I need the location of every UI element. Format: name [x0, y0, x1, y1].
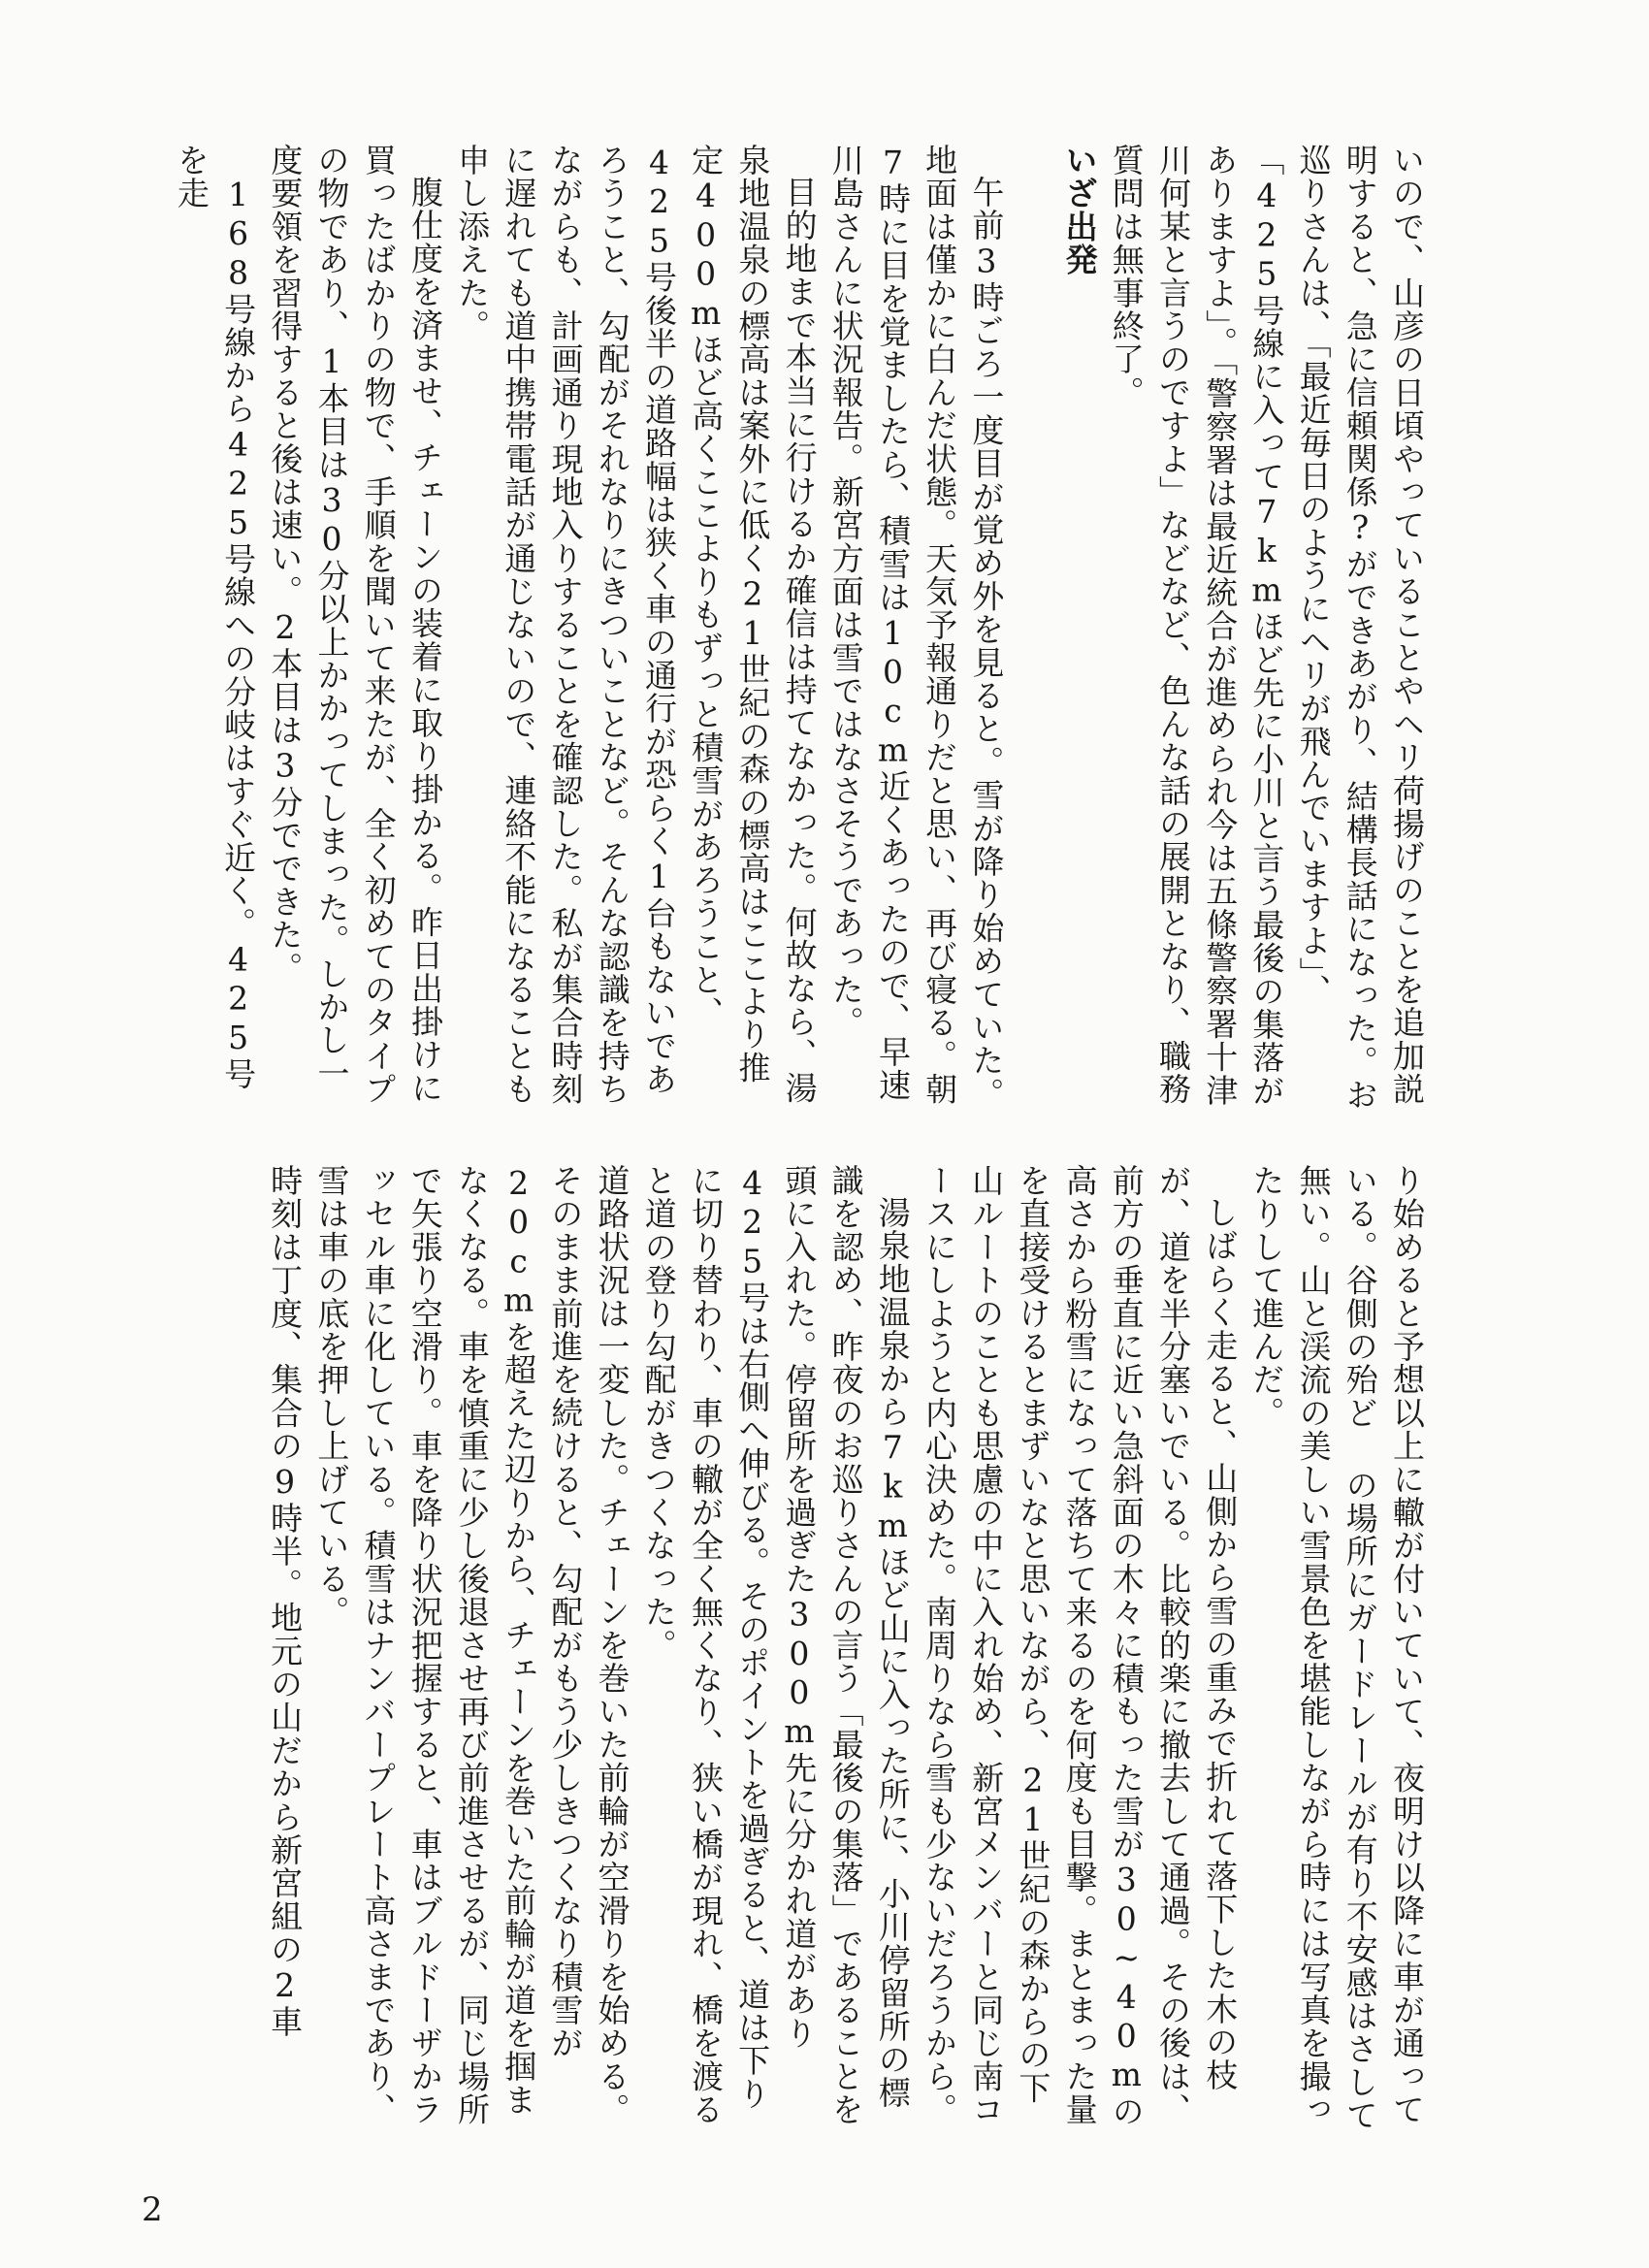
section-heading: いざ出発: [1060, 144, 1099, 276]
paragraph: り始めると予想以上に轍が付いていて、夜明け以降に車が通っている。谷側の殆ど の場所にガードレールが有り不安感はさして無い。山と渓流の美しい雪景色を堪能しながら時には写真を撮ったりして進んだ。: [1247, 1164, 1426, 2132]
paragraph: 道路状況は一変した。チェーンを巻いた前輪が空滑りを始める。そのまま前進を続けると、勾配がもう少しきつくなり積雪が20cmを超えた辺りから、チェーンを巻いた前輪が道を掴まなくなる。車を慎重に少し後退させ再び前進させるが、同じ場所で矢張り空滑り。車を降り状況把握すると、車はブルドーザかラッセル車に化している。積雪はナンバープレート高さまであり、雪は車の底を押し上げている。: [312, 1164, 631, 2126]
paragraph: 湯泉地温泉から7kmほど山に入った所に、小川停留所の標識を認め、昨夜のお巡りさんの言う「最後の集落」であることを頭に入れた。停留所を過ぎた300m先に分かれ道があり425号は右側へ伸びる。そのポイントを過ぎると、道は下りに切り替わり、車の轍が全く無くなり、狭い橋が現れ、橋を渡ると道の登り勾配がきつくなった。: [639, 1164, 912, 2126]
lower-text-block: [198, 1164, 1430, 2134]
paragraph: 168号線から425号線への分岐はすぐ近く。425号を走: [172, 144, 258, 1091]
paragraph: いので、山彦の日頃やっていることやヘリ荷揚げのことを追加説明すると、急に信頼関係?ができあがり、結構長話になった。お巡りさんは、「最近毎日のようにヘリが飛んでいますよ」、「425号線に入って7kmほど先に小川と言う最後の集落がありますよ」。「警察署は最近統合が進められ今は五條警察署十津川何某と言うのですよ」などなど、色んな話の展開となり、職務質問は無事終了。: [1107, 144, 1426, 1112]
page-number: 2: [142, 2190, 163, 2229]
paragraph: 腹仕度を済ませ、チェーンの装着に取り掛かる。昨日出掛けに買ったばかりの物で、手順を聞いて来たが、全く初めてのタイプの物であり、1本目は30分以上かかってしまった。しかし一度要領を習得すると後は速い。2本目は3分でできた。: [266, 144, 444, 1106]
paragraph: 目的地まで本当に行けるか確信は持てなかった。何故なら、湯泉地温泉の標高は案外に低く21世紀の森の標高はここより推定400mほど高くここよりもずっと積雪があろうこと、425号後半の道路幅は狭く車の通行が恐らく1台もないであろうこと、勾配がそれなりにきついことなど。そんな認識を持ちながらも、計画通り現地入りすることを確認した。私が集合時刻に遅れても道中携帯電話が通じないので、連絡不能になることも申し添えた。: [453, 144, 819, 1106]
upper-text-block: [172, 144, 1430, 1114]
paragraph: しばらく走ると、山側から雪の重みで折れて落下した木の枝が、道を半分塞いでいる。比較的楽に撤去して通過。その後は、前方の垂直に近い急斜面の木々に積もった雪が30~40mの高さから粉雪になって落ちて来るのを何度も目撃。まとまった量を直接受けるとまずいなと思いながら、21世紀の森からの下山ルートのことも思慮の中に入れ始め、新宮メンバーと同じ南コースにしようと内心決めた。南周りなら雪も少ないだろうから。: [920, 1164, 1240, 2128]
paragraph: 午前3時ごろ一度目が覚め外を見ると。雪が降り始めていた。地面は僅かに白んだ状態。天気予報通りだと思い、再び寝る。朝7時に目を覚ましたら、積雪は10cm近くあったので、早速川島さんに状況報告。新宮方面は雪ではなさそうであった。: [826, 144, 1006, 1111]
paragraph: 時刻は丁度、集合の9時半。地元の山だから新宮組の2車: [266, 1164, 305, 2039]
